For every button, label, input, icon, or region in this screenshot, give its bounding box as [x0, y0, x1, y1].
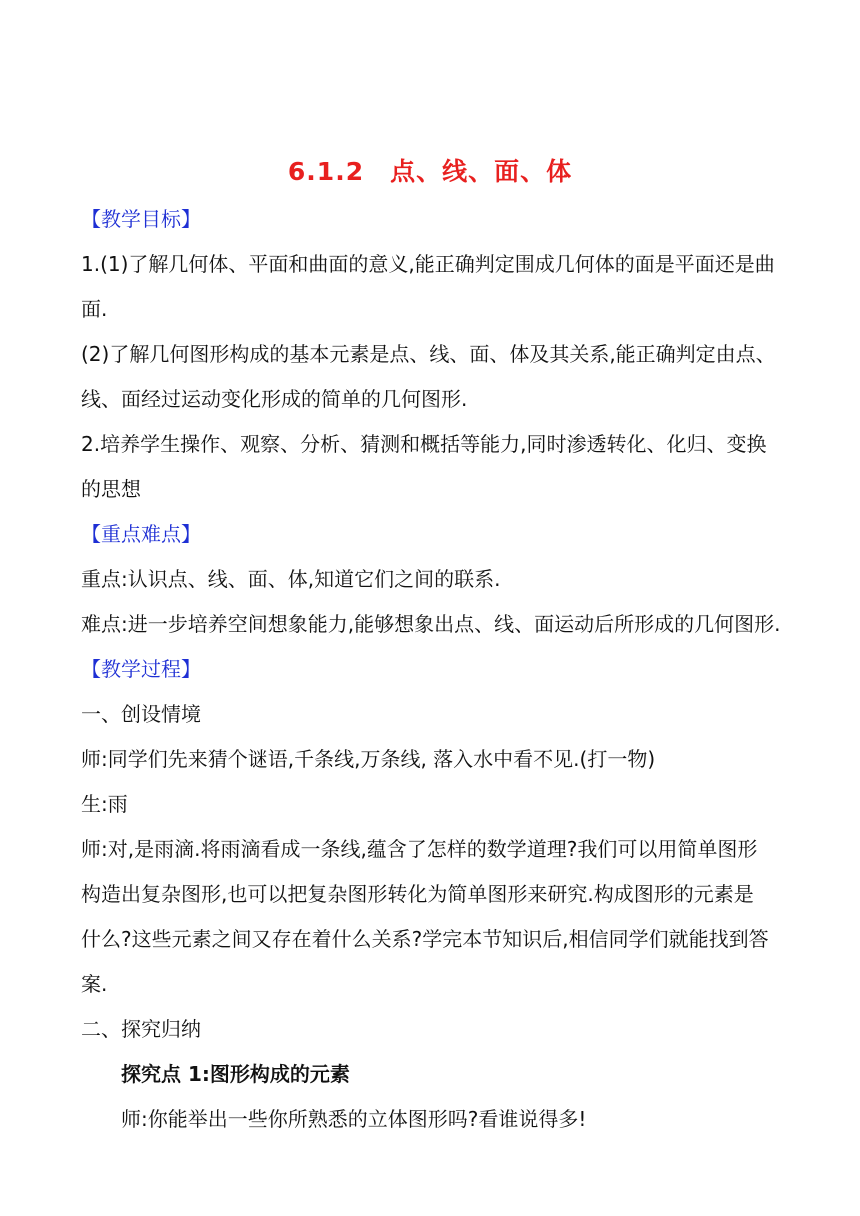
body-line: 面. — [81, 297, 108, 321]
section-heading: 【教学过程】 — [81, 657, 201, 681]
document-body — [81, 197, 781, 1142]
body-line: 师:同学们先来猜个谜语,千条线,万条线, 落入水中看不见.(打一物) — [81, 747, 656, 771]
body-line: 生:雨 — [81, 792, 128, 816]
body-line: 案. — [81, 972, 108, 996]
body-line: 什么?这些元素之间又存在着什么关系?学完本节知识后,相信同学们就能找到答 — [81, 927, 769, 951]
body-line-indented: 师:你能举出一些你所熟悉的立体图形吗?看谁说得多! — [121, 1107, 587, 1131]
body-line: 线、面经过运动变化形成的简单的几何图形. — [81, 387, 468, 411]
subsection-heading: 探究点 1:图形构成的元素 — [121, 1062, 350, 1086]
document-title: 6.1.2 点、线、面、体 — [287, 157, 573, 186]
body-line: 重点:认识点、线、面、体,知道它们之间的联系. — [81, 567, 501, 591]
body-line: 一、创设情境 — [81, 702, 201, 726]
body-line: 师:对,是雨滴.将雨滴看成一条线,蕴含了怎样的数学道理?我们可以用简单图形 — [81, 837, 758, 861]
body-line: 二、探究归纳 — [81, 1017, 201, 1041]
section-heading: 【重点难点】 — [81, 522, 201, 546]
body-line: (2)了解几何图形构成的基本元素是点、线、面、体及其关系,能正确判定由点、 — [81, 342, 776, 366]
body-line: 难点:进一步培养空间想象能力,能够想象出点、线、面运动后所形成的几何图形. — [81, 612, 781, 636]
section-heading: 【教学目标】 — [81, 207, 201, 231]
body-line: 的思想 — [81, 477, 141, 501]
body-line: 1.(1)了解几何体、平面和曲面的意义,能正确判定围成几何体的面是平面还是曲 — [81, 252, 775, 276]
body-line: 构造出复杂图形,也可以把复杂图形转化为简单图形来研究.构成图形的元素是 — [81, 882, 754, 906]
body-line: 2.培养学生操作、观察、分析、猜测和概括等能力,同时渗透转化、化归、变换 — [81, 432, 767, 456]
